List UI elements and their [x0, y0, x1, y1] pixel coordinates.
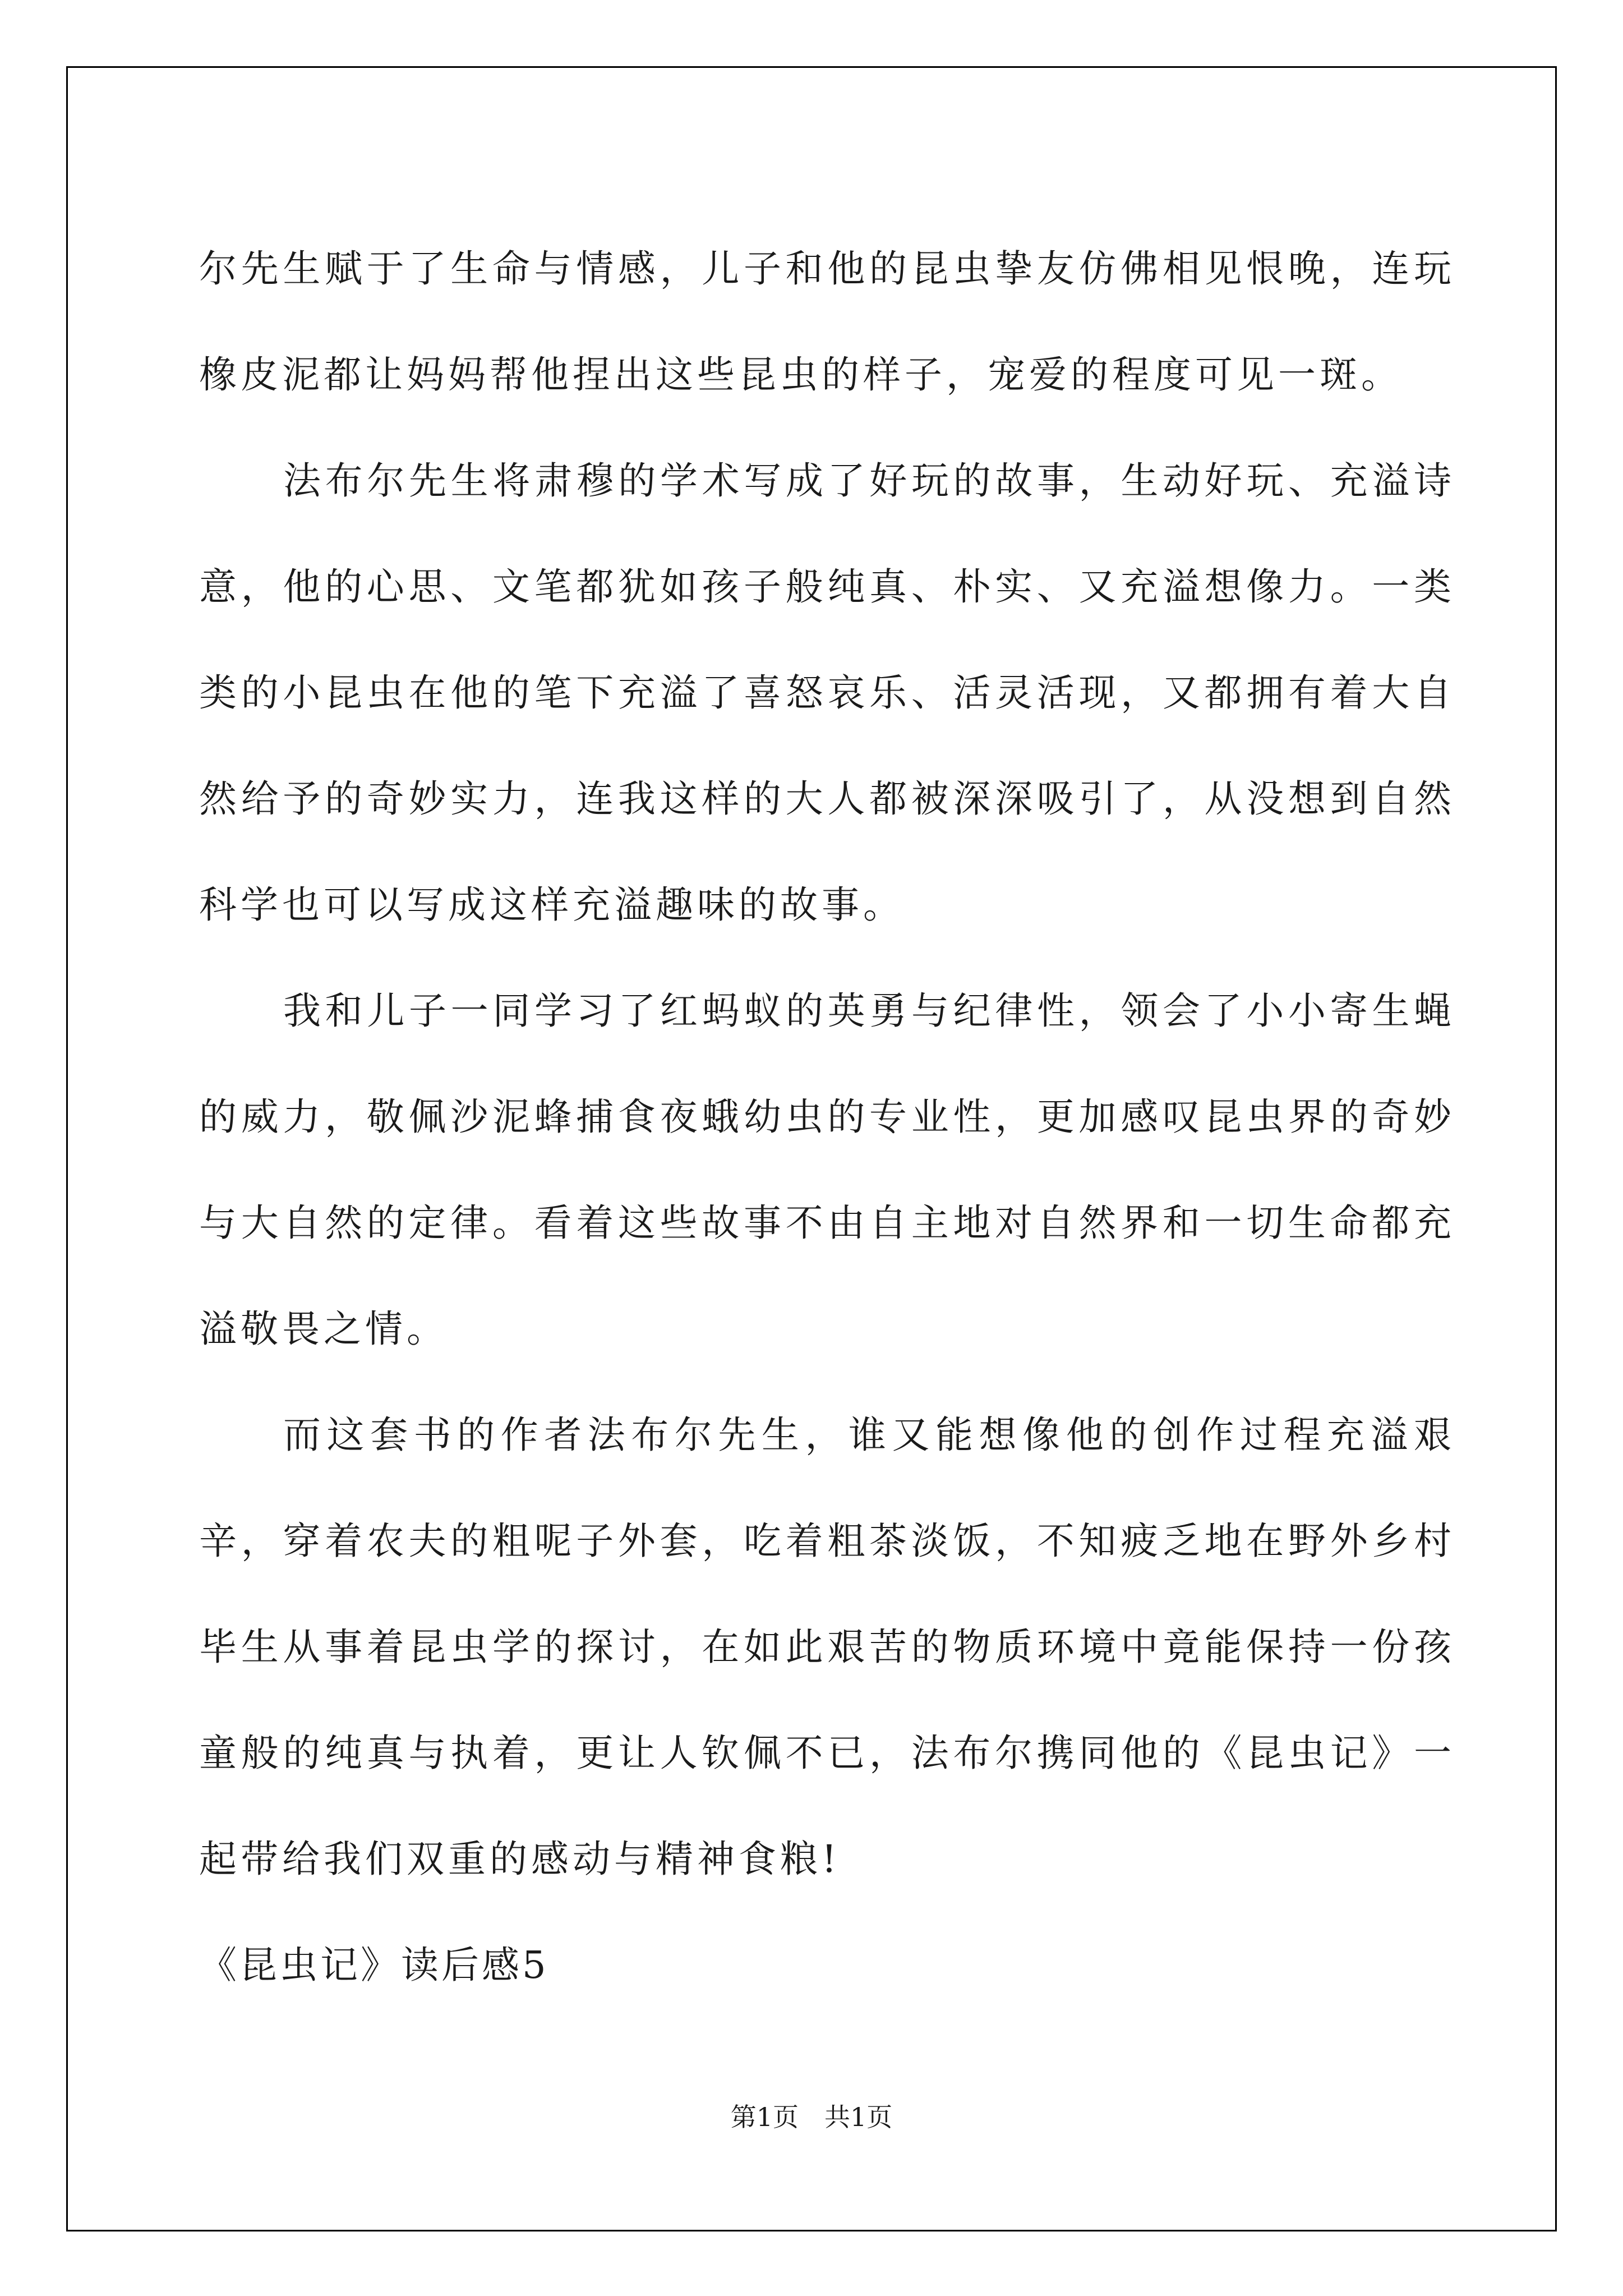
section-heading: 《昆虫记》读后感5	[199, 1943, 549, 1987]
paragraph-3: 我和儿子一同学习了红蚂蚁的英勇与纪律性，领会了小小寄生蝇的威力，敬佩沙泥蜂捕食夜蛾幼虫的专业性，更加感叹昆虫界的奇妙与大自然的定律。看着这些故事不由自主地对自然界和一切生命都充溢敬畏之情。	[199, 989, 1455, 1351]
paragraph-2: 法布尔先生将肃穆的学术写成了好玩的故事，生动好玩、充溢诗意，他的心思、文笔都犹如孩子般纯真、朴实、又充溢想像力。一类类的小昆虫在他的笔下充溢了喜怒哀乐、活灵活现，又都拥有着大自然给予的奇妙实力，连我这样的大人都被深深吸引了，从没想到自然科学也可以写成这样充溢趣味的故事。	[199, 459, 1455, 927]
paragraph-1: 尔先生赋于了生命与情感，儿子和他的昆虫挚友仿佛相见恨晚，连玩橡皮泥都让妈妈帮他捏出这些昆虫的样子，宠爱的程度可见一斑。	[199, 247, 1455, 397]
page-footer: 第1页 共1页	[730, 2102, 893, 2132]
document-body	[199, 216, 1455, 2018]
paragraph-4: 而这套书的作者法布尔先生，谁又能想像他的创作过程充溢艰辛，穿着农夫的粗呢子外套，吃着粗茶淡饭，不知疲乏地在野外乡村毕生从事着昆虫学的探讨，在如此艰苦的物质环境中竟能保持一份孩童般的纯真与执着，更让人钦佩不已，法布尔携同他的《昆虫记》一起带给我们双重的感动与精神食粮!	[199, 1413, 1455, 1881]
